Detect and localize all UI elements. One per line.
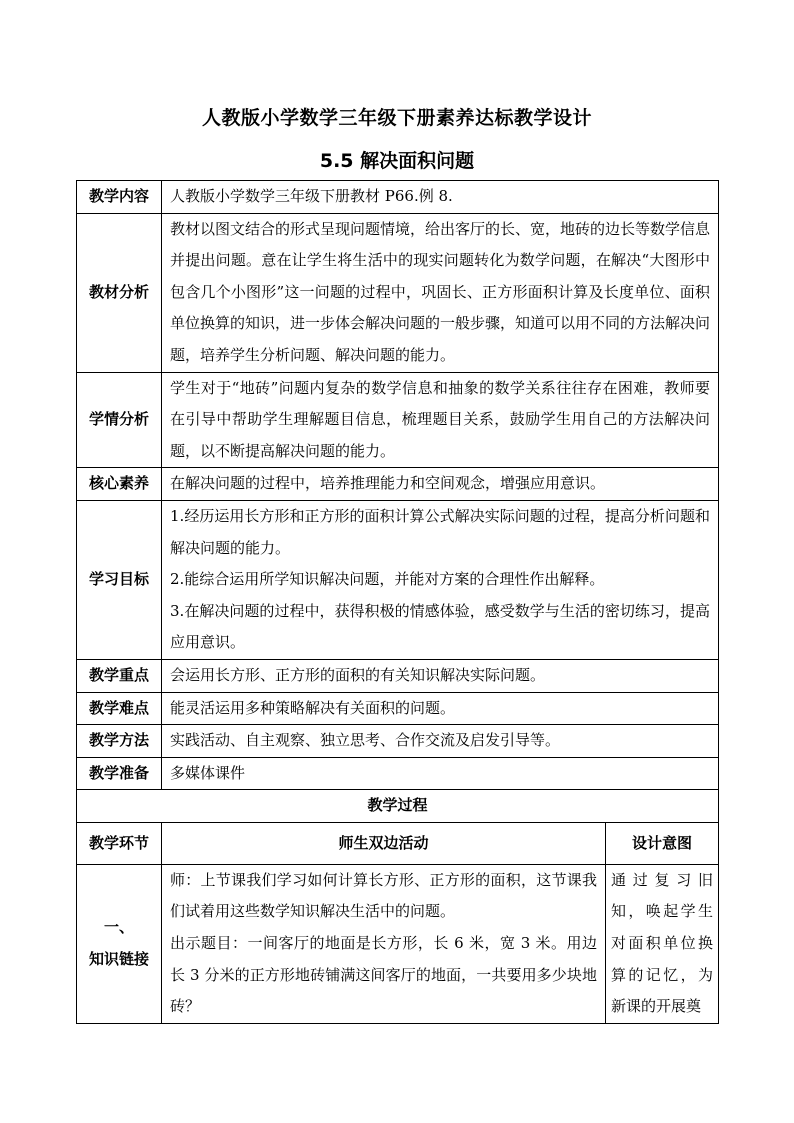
stage-1-activity — [162, 864, 606, 1023]
row-core-literacy — [77, 468, 719, 501]
stage-1-name: 知识链接 — [88, 949, 149, 968]
stage-1-intent: 通过复习旧知，唤起学生对面积单位换算的记忆，为新课的开展奠 — [606, 864, 719, 1023]
stage-1-number: 一、 — [103, 918, 134, 937]
learning-goal-item: 3.在解决问题的过程中，获得积极的情感体验，感受数学与生活的密切练习，提高应用意识。 — [170, 601, 710, 652]
lesson-plan-table — [76, 180, 719, 1024]
row-difficulties — [77, 692, 719, 725]
row-stage-1 — [77, 864, 719, 1023]
value-teaching-methods: 实践活动、自主观察、独立思考、合作交流及启发引导等。 — [162, 725, 719, 758]
value-student-analysis: 学生对于“地砖”问题内复杂的数学信息和抽象的数学关系往往存在困难，教师要在引导中帮助学生理解题目信息，梳理题目关系，鼓励学生用自己的方法解决问题，以不断提高解决问题的能力。 — [162, 372, 719, 468]
label-teaching-methods: 教学方法 — [77, 725, 162, 758]
label-learning-goals: 学习目标 — [77, 500, 162, 659]
value-core-literacy: 在解决问题的过程中，培养推理能力和空间观念，增强应用意识。 — [162, 468, 719, 501]
value-learning-goals — [162, 500, 719, 659]
label-difficulties: 教学难点 — [77, 692, 162, 725]
value-difficulties: 能灵活运用多种策略解决有关面积的问题。 — [162, 692, 719, 725]
value-key-points: 会运用长方形、正方形的面积的有关知识解决实际问题。 — [162, 659, 719, 692]
value-textbook-analysis: 教材以图文结合的形式呈现问题情境，给出客厅的长、宽，地砖的边长等数学信息并提出问题。意在让学生将生活中的现实问题转化为数学问题，在解决“大图形中包含几个小图形”这一问题的过程中，巩固长、正方形面积计算及长度单位、面积单位换算的知识，进一步体会解决问题的一般步骤，知道可以用不同的方法解决问题，培养学生分析问题、解决问题的能力。 — [162, 213, 719, 372]
lesson-title: 5.5 解决面积问题 — [319, 150, 475, 172]
row-learning-goals — [77, 500, 719, 659]
learning-goal-item: 1.经历运用长方形和正方形的面积计算公式解决实际问题的过程，提高分析问题和解决问题的能力。 — [170, 506, 710, 557]
row-textbook-analysis — [77, 213, 719, 372]
learning-goal-item: 2.能综合运用所学知识解决问题，并能对方案的合理性作出解释。 — [170, 570, 605, 589]
label-key-points: 教学重点 — [77, 659, 162, 692]
row-process-columns — [77, 822, 719, 864]
value-preparation: 多媒体课件 — [162, 757, 719, 790]
value-teaching-content: 人教版小学数学三年级下册教材 P66.例 8. — [162, 181, 719, 214]
label-student-analysis: 学情分析 — [77, 372, 162, 468]
column-header-stage: 教学环节 — [77, 822, 162, 864]
activity-paragraph: 出示题目：一间客厅的地面是长方形，长 6 米，宽 3 米。用边长 3 分米的正方形地砖铺满这间客厅的地面，一共要用多少块地砖？ — [170, 934, 597, 1016]
label-textbook-analysis: 教材分析 — [77, 213, 162, 372]
label-core-literacy: 核心素养 — [77, 468, 162, 501]
process-heading: 教学过程 — [77, 790, 719, 823]
column-header-activity: 师生双边活动 — [162, 822, 606, 864]
label-teaching-content: 教学内容 — [77, 181, 162, 214]
row-teaching-content — [77, 181, 719, 214]
row-process-heading — [77, 790, 719, 823]
column-header-intent: 设计意图 — [606, 822, 719, 864]
row-key-points — [77, 659, 719, 692]
stage-1-label — [77, 864, 162, 1023]
label-preparation: 教学准备 — [77, 757, 162, 790]
row-student-analysis — [77, 372, 719, 468]
row-preparation — [77, 757, 719, 790]
activity-paragraph: 师：上节课我们学习如何计算长方形、正方形的面积，这节课我们试着用这些数学知识解决生活中的问题。 — [170, 870, 597, 921]
document-title: 人教版小学数学三年级下册素养达标教学设计 — [201, 107, 592, 129]
row-teaching-methods — [77, 725, 719, 758]
